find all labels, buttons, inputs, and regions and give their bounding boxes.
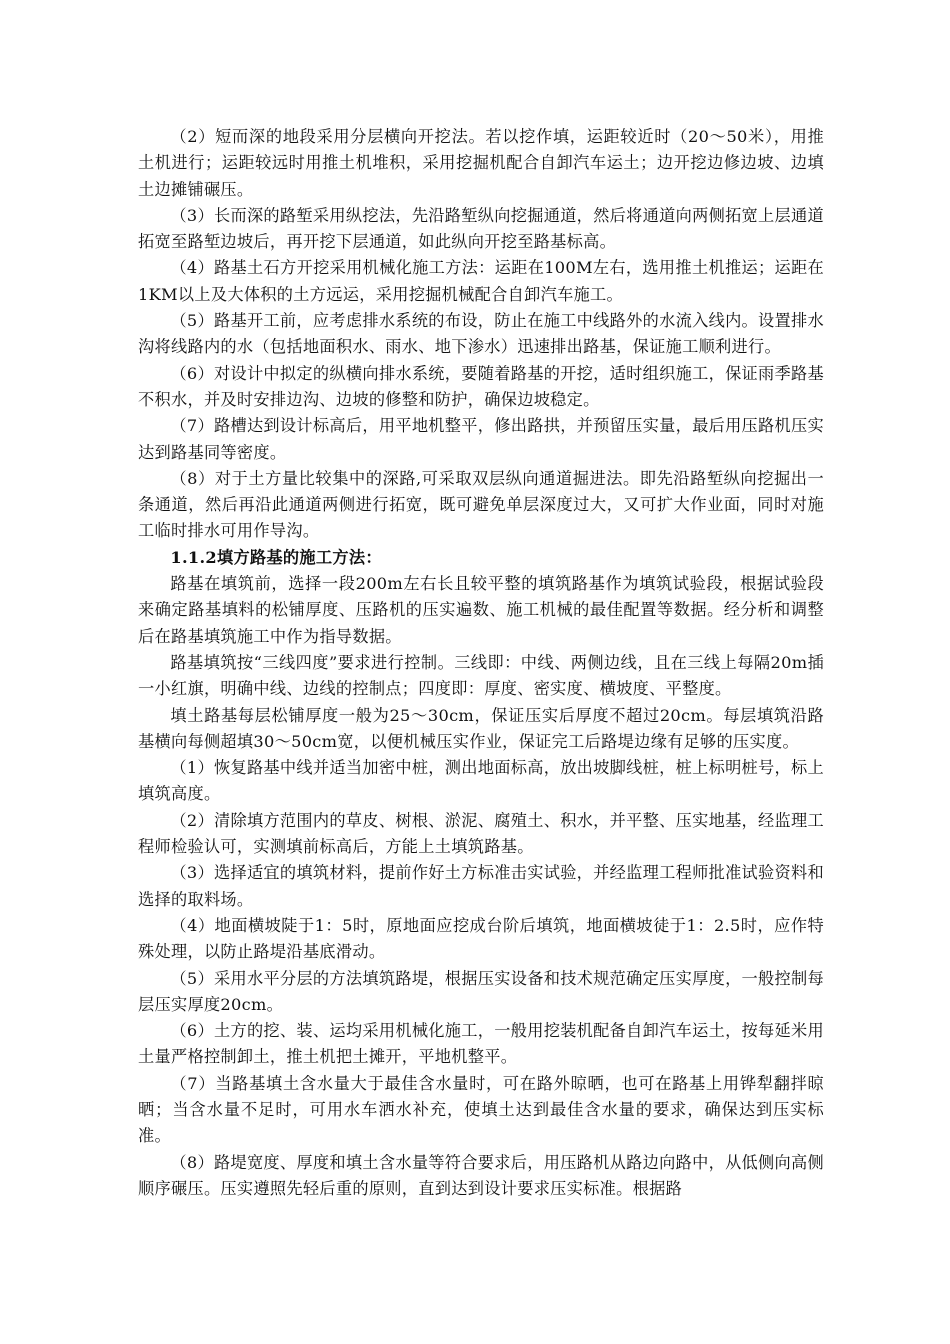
section-heading: 1.1.2填方路基的施工方法：	[170, 547, 382, 567]
paragraph-cut-method-4: （4）路基土石方开挖采用机械化施工方法：运距在100M左右，选用推土机推运；运距在1KM以上及大体积的土方远运，采用挖掘机械配合自卸汽车施工。	[138, 258, 824, 304]
paragraph-fill-intro-2: 路基填筑按“三线四度”要求进行控制。三线即：中线、两侧边线，且在三线上每隔20m插一小红旗，明确中线、边线的控制点；四度即：厚度、密实度、横坡度、平整度。	[138, 652, 824, 699]
paragraph-fill-step-6: （6）土方的挖、装、运均采用机械化施工，一般用挖装机配备自卸汽车运土，按每延米用土量严格控制卸土，推土机把土摊开，平地机整平。	[138, 1021, 824, 1067]
paragraph-cut-method-7: （7）路槽达到设计标高后，用平地机整平，修出路拱，并预留压实量，最后用压路机压实达到路基同等密度。	[138, 416, 824, 462]
paragraph-fill-step-5: （5）采用水平分层的方法填筑路堤，根据压实设备和技术规范确定压实厚度，一般控制每层压实厚度20cm。	[138, 968, 824, 1014]
paragraph-fill-intro-3: 填土路基每层松铺厚度一般为25～30cm，保证压实后厚度不超过20cm。每层填筑沿路基横向每侧超填30～50cm宽，以便机械压实作业，保证完工后路堤边缘有足够的压实度。	[138, 705, 824, 751]
paragraph-cut-method-6: （6）对设计中拟定的纵横向排水系统，要随着路基的开挖，适时组织施工，保证雨季路基不积水，并及时安排边沟、边坡的修整和防护，确保边坡稳定。	[138, 363, 824, 409]
paragraph-cut-method-2: （2）短而深的地段采用分层横向开挖法。若以挖作填，运距较近时（20～50米），用推土机进行；运距较远时用推土机堆积，采用挖掘机配合自卸汽车运土；边开挖边修边坡、边填土边摊铺碾压。	[138, 127, 824, 199]
paragraph-fill-intro-1: 路基在填筑前，选择一段200m左右长且较平整的填筑路基作为填筑试验段，根据试验段来确定路基填料的松铺厚度、压路机的压实遍数、施工机械的最佳配置等数据。经分析和调整后在路基填筑施工中作为指导数据。	[138, 574, 824, 646]
document-body	[138, 124, 824, 1202]
paragraph-fill-step-1: （1）恢复路基中线并适当加密中桩，测出地面标高，放出坡脚线桩，桩上标明桩号，标上填筑高度。	[138, 758, 824, 804]
paragraph-fill-step-7: （7）当路基填土含水量大于最佳含水量时，可在路外晾晒，也可在路基上用铧犁翻拌晾晒；当含水量不足时，可用水车洒水补充，使填土达到最佳含水量的要求，确保达到压实标准。	[138, 1073, 824, 1146]
paragraph-cut-method-5: （5）路基开工前，应考虑排水系统的布设，防止在施工中线路外的水流入线内。设置排水沟将线路内的水（包括地面积水、雨水、地下渗水）迅速排出路基，保证施工顺利进行。	[138, 311, 824, 357]
paragraph-fill-step-4: （4）地面横坡陡于1：5时，原地面应挖成台阶后填筑，地面横坡徒于1：2.5时，应作特殊处理，以防止路堤沿基底滑动。	[138, 915, 824, 962]
paragraph-fill-step-2: （2）清除填方范围内的草皮、树根、淤泥、腐殖土、积水，并平整、压实地基，经监理工程师检验认可，实测填前标高后，方能上土填筑路基。	[138, 810, 824, 857]
paragraph-cut-method-3: （3）长而深的路堑采用纵挖法，先沿路堑纵向挖掘通道，然后将通道向两侧拓宽上层通道拓宽至路堑边坡后，再开挖下层通道，如此纵向开挖至路基标高。	[138, 205, 824, 252]
paragraph-fill-step-3: （3）选择适宜的填筑材料，提前作好土方标准击实试验，并经监理工程师批准试验资料和选择的取料场。	[138, 863, 824, 909]
paragraph-cut-method-8: （8）对于土方量比较集中的深路,可采取双层纵向通道掘进法。即先沿路堑纵向挖掘出一条通道，然后再沿此通道两侧进行拓宽，既可避免单层深度过大，又可扩大作业面，同时对施工临时排水可用作导沟。	[138, 468, 824, 541]
paragraph-fill-step-8: （8）路堤宽度、厚度和填土含水量等符合要求后，用压路机从路边向路中，从低侧向高侧顺序碾压。压实遵照先轻后重的原则，直到达到设计要求压实标准。根据路	[138, 1152, 824, 1198]
